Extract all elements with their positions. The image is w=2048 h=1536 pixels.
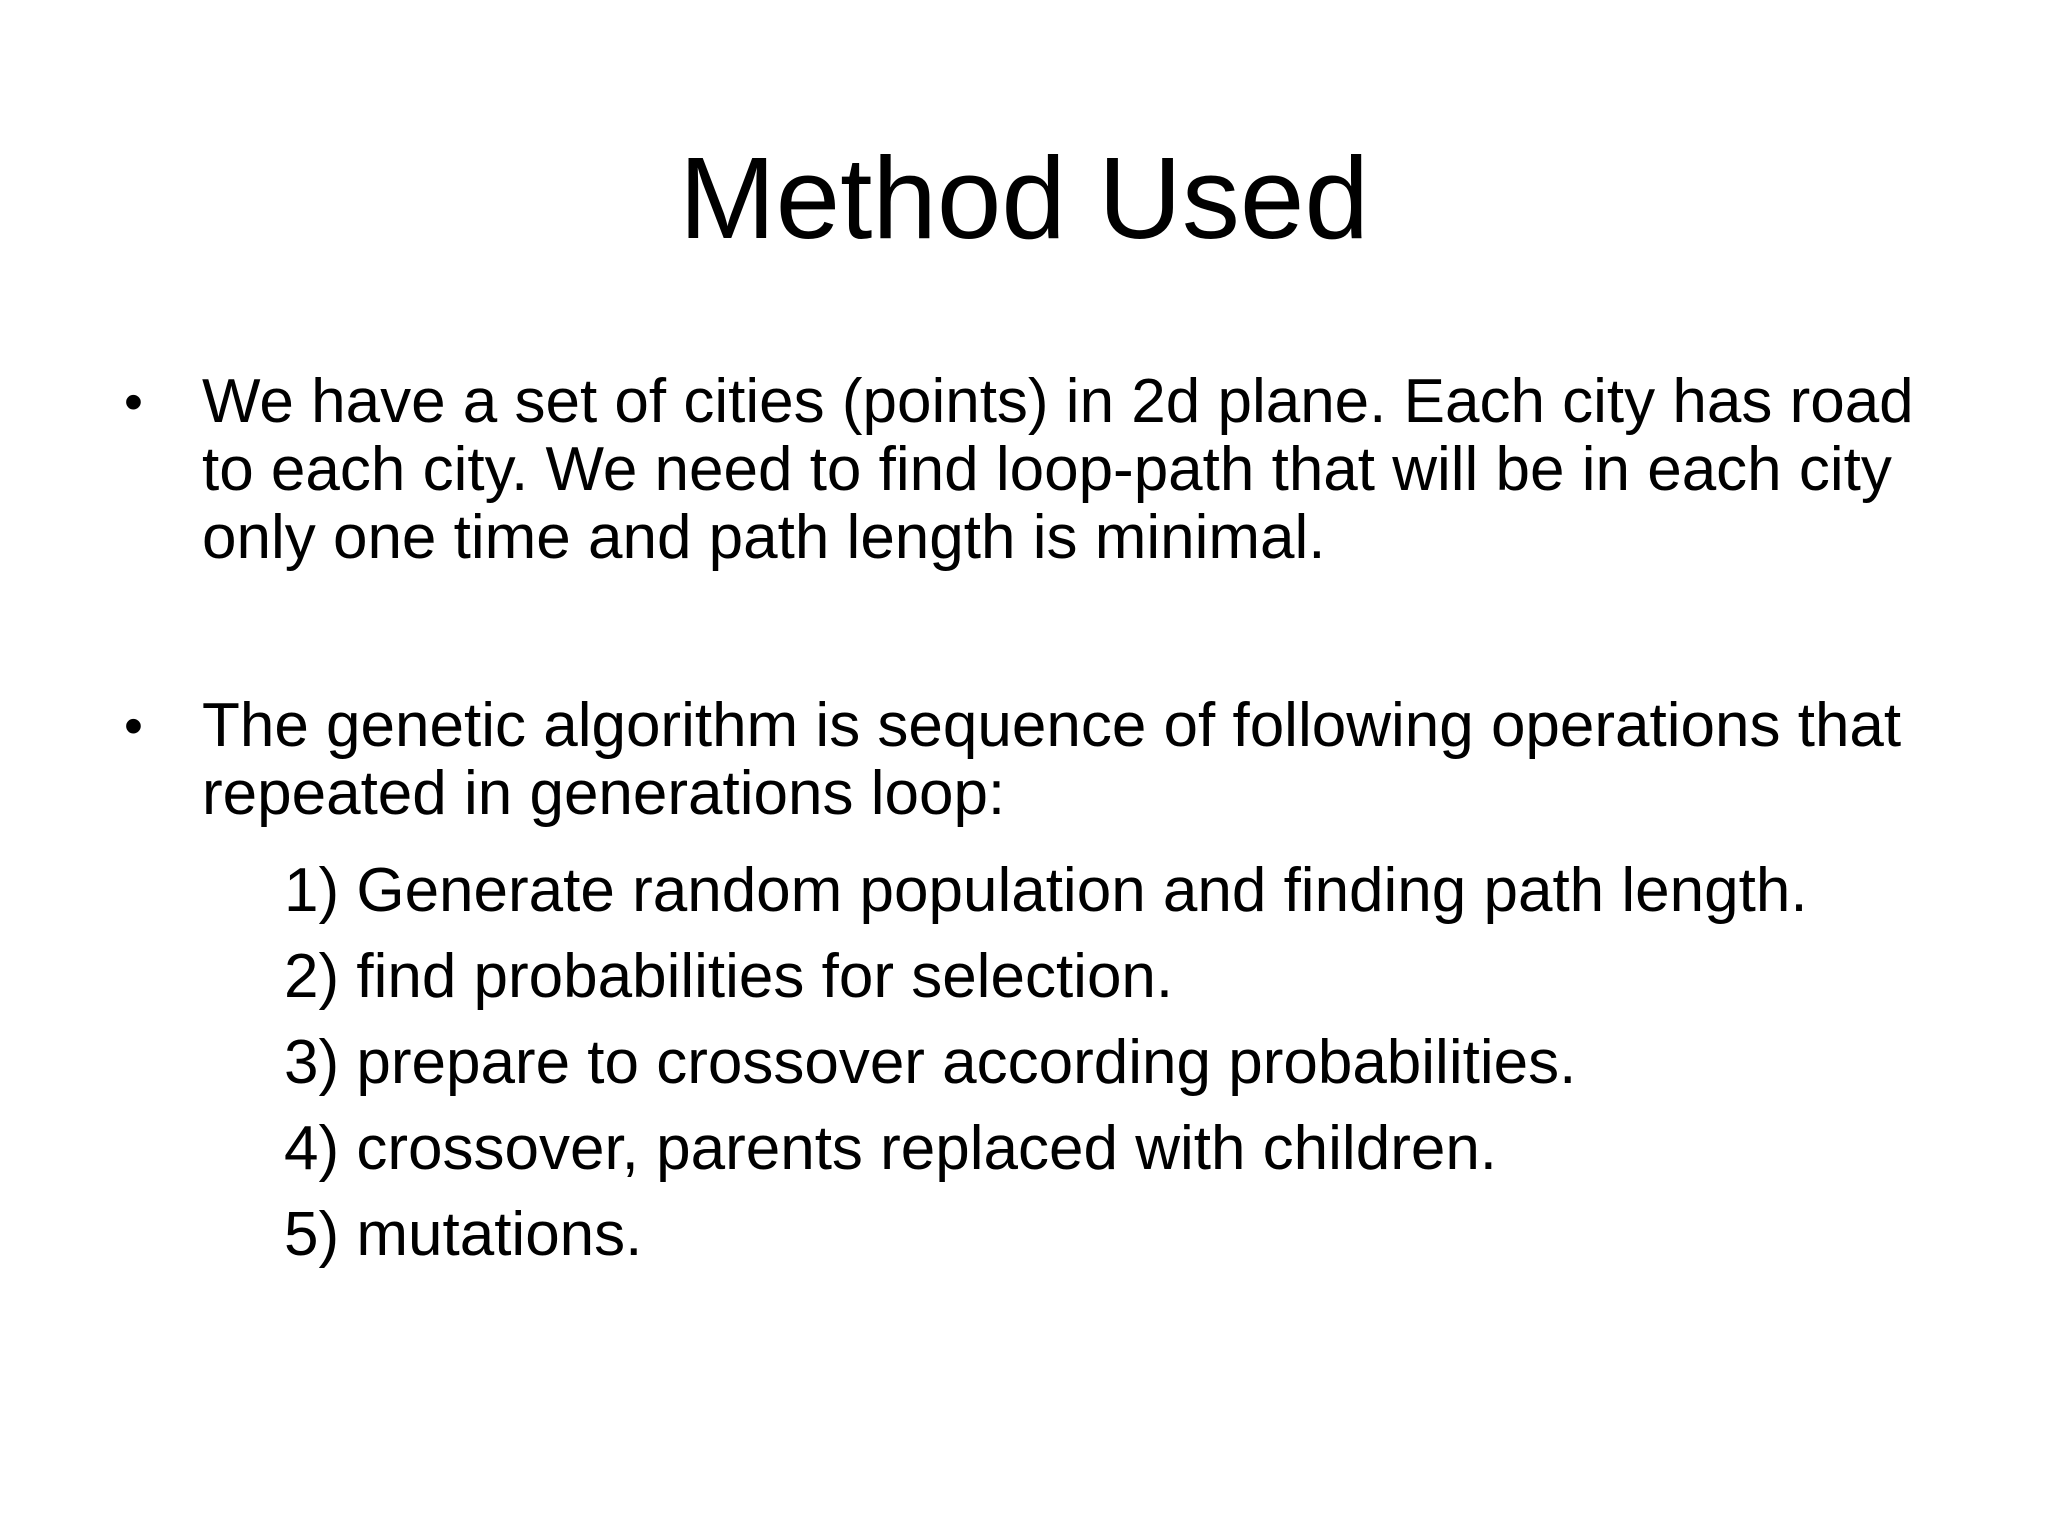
bullet-text: We have a set of cities (points) in 2d plane. Each city has road to each city. We need to find loop-path that will be in each city only one time and path length is minimal. (202, 367, 1914, 572)
step-item: 4) crossover, parents replaced with children. (284, 1114, 1498, 1183)
slide-title: Method Used (679, 133, 1369, 263)
bullet-list (124, 368, 1924, 1278)
bullet-text: The genetic algorithm is sequence of following operations that repeated in generations loop: (202, 691, 1902, 828)
step-item: 5) mutations. (284, 1200, 643, 1269)
bullet-icon: • (124, 696, 143, 756)
step-item: 2) find probabilities for selection. (284, 942, 1174, 1011)
step-item: 3) prepare to crossover according probabilities. (284, 1028, 1577, 1097)
step-list (202, 848, 1924, 1278)
bullet-item (124, 692, 1924, 1278)
bullet-item (124, 368, 1924, 572)
bullet-icon: • (124, 372, 143, 432)
step-item: 1) Generate random population and finding path length. (284, 856, 1808, 925)
